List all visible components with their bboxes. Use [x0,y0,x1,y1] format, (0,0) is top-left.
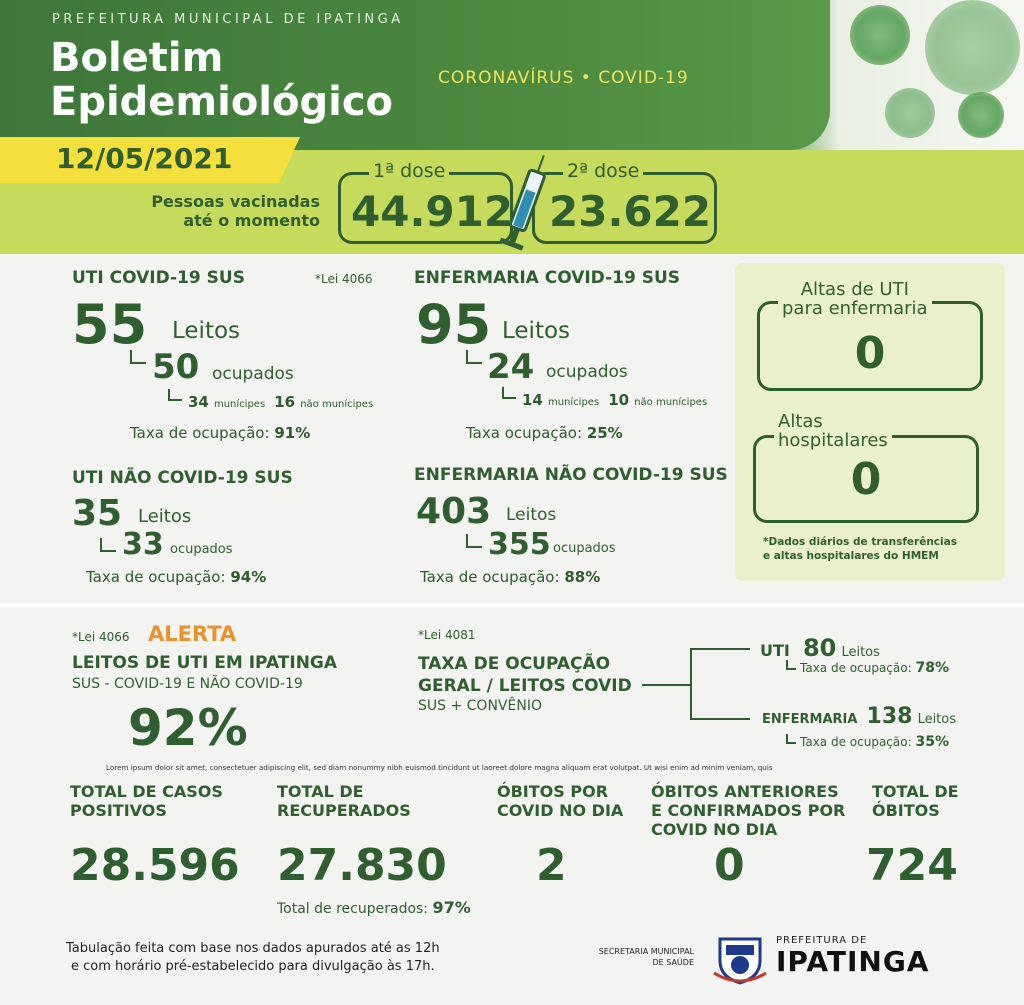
altas-uti-label-line: Altas de UTI [800,279,909,300]
leitos-label: Leitos [506,505,557,525]
nao-municipes-value: 10 [608,391,630,409]
leitos-label: Leitos [138,506,192,527]
alerta-title: LEITOS DE UTI EM IPATINGA [72,653,338,673]
virus-icon [885,88,935,138]
page-title: Epidemiológico [50,79,394,125]
alerta-subtitle: SUS - COVID-19 E NÃO COVID-19 [72,676,303,692]
taxa-geral-uti-taxa [800,660,949,676]
enf-covid-title: ENFERMARIA COVID-19 SUS [414,268,681,288]
obitos-dia-label-line: ÓBITOS POR [497,782,609,801]
footer-note-line: e com horário pré-estabelecido para divulgação às 17h. [70,959,435,974]
altas-uti-label-line: para enfermaria [782,298,928,319]
tree-connector [786,660,796,670]
virus-icon [925,0,1020,95]
total-obitos-label [872,782,959,820]
taxa-label: Taxa de ocupação: [130,424,270,442]
taxa-value: 35% [915,734,949,750]
taxa-label: Taxa de ocupação: [420,568,560,586]
uti-nao-covid-ocupados: 33 [122,527,164,562]
altas-panel [735,263,1005,581]
recuperados-pct [277,898,471,917]
taxa-label: Taxa ocupação: [466,424,583,442]
obitos-dia-value: 2 [536,840,567,891]
obitos-anteriores-label-line: E CONFIRMADOS POR [651,801,846,820]
uti-nao-covid-taxa [86,568,266,586]
obitos-dia-label [497,782,623,820]
municipes-label: munícipes [213,399,266,410]
enf-nao-covid-taxa [420,568,600,586]
uti-leitos-value: 80 [802,634,837,662]
total-obitos-label-line: ÓBITOS [872,801,940,820]
uti-label: UTI [760,641,790,660]
nao-municipes-label: não munícipes [634,397,708,408]
total-obitos-label-line: TOTAL DE [872,782,959,801]
municipes-label: munícipes [547,397,600,408]
obitos-anteriores-label-line: COVID NO DIA [651,820,778,839]
connector-line [642,684,692,686]
municipes-value: 14 [522,391,543,409]
tree-connector [466,350,482,364]
dose2-value: 23.622 [549,187,712,236]
footer-note-line: Tabulação feita com base nos dados apurados até as 12h [66,941,440,956]
recuperados-pct-label: Total de recuperados: [277,901,429,917]
altas-uti-value: 0 [854,328,886,379]
alerta-value: 92% [128,699,248,757]
taxa-label: Taxa de ocupação: [800,661,912,675]
recuperados-value: 27.830 [277,840,447,891]
taxa-geral-enf [762,704,956,729]
uti-covid-municipes [188,392,373,411]
taxa-value: 25% [586,424,623,442]
casos-label-line: POSITIVOS [70,801,167,820]
tree-connector [168,389,182,401]
obitos-anteriores-label [651,782,845,839]
dose1-label: 1ª dose [369,160,449,182]
section-divider [0,603,1024,607]
altas-note-line: *Dados diários de transferências [763,536,957,548]
dose1-value: 44.912 [351,187,514,236]
ocupados-label: ocupados [170,542,233,557]
dose2-label: 2ª dose [563,160,643,182]
ocupados-label: ocupados [553,541,616,556]
footer-note [66,940,440,976]
lei-note: *Lei 4066 [315,272,373,286]
obitos-anteriores-value: 0 [714,840,745,891]
uti-nao-covid-leitos: 35 [72,493,123,534]
uti-covid-title: UTI COVID-19 SUS [72,268,245,288]
municipes-value: 34 [188,393,209,411]
taxa-value: 91% [274,424,311,442]
uti-covid-taxa [130,424,310,442]
total-obitos-value: 724 [866,840,958,891]
tree-connector [786,734,796,744]
connector-line [690,648,692,720]
taxa-geral-uti [760,634,880,662]
altas-note [763,535,957,563]
leitos-label: Leitos [502,318,571,344]
enf-covid-municipes [522,390,707,409]
uti-covid-ocupados: 50 [152,347,200,387]
page-title: Boletim [50,35,224,81]
connector-line [690,718,750,720]
taxa-geral-title-line: TAXA DE OCUPAÇÃO [418,654,611,674]
altas-hosp-label [774,412,892,450]
altas-uti-box [757,279,983,391]
altas-uti-label [778,280,932,318]
taxa-geral-title [418,653,632,697]
bulletin-date: 12/05/2021 [56,142,233,175]
nao-municipes-label: não munícipes [300,399,374,410]
leitos-label: Leitos [172,318,241,344]
altas-hosp-label-line: Altas [778,411,823,432]
virus-icon [850,5,910,65]
casos-label-line: TOTAL DE CASOS [70,782,223,801]
enf-label: ENFERMARIA [762,712,858,727]
lei-note: *Lei 4081 [418,628,476,642]
casos-value: 28.596 [70,840,240,891]
uti-covid-leitos: 55 [72,293,148,356]
uti-leitos-label: Leitos [841,645,880,660]
obitos-anteriores-label-line: ÓBITOS ANTERIORES [651,782,839,801]
alerta-label: ALERTA [148,622,237,646]
enf-covid-leitos: 95 [416,293,492,356]
taxa-label: Taxa de ocupação: [800,735,912,749]
taxa-label: Taxa de ocupação: [86,568,226,586]
lorem-text: Lorem ipsum dolor sit amet, consectetuer adipiscing elit, sed diam nonummy nibh euismod tincidunt ut laoreet dolore magna aliquam erat volutpat. Ut wisi enim ad minim veniam, quis [106,763,773,772]
enf-nao-covid-ocupados: 355 [488,527,551,562]
taxa-geral-title-line: GERAL / LEITOS COVID [418,676,632,696]
taxa-geral-enf-taxa [800,734,949,750]
city-crest-icon [712,933,768,985]
taxa-value: 94% [230,568,267,586]
casos-label [70,782,223,820]
dose1-box [338,160,514,244]
tree-connector [100,538,116,552]
connector-line [690,648,750,650]
enf-nao-covid-leitos: 403 [416,491,492,532]
recuperados-label-line: TOTAL DE [277,782,364,801]
enf-leitos-value: 138 [866,704,913,729]
prefeitura-label: PREFEITURA MUNICIPAL DE IPATINGA [52,12,404,27]
altas-hosp-box [753,411,979,523]
secretaria-label-line: SECRETARIA MUNICIPAL [598,947,694,956]
uti-nao-covid-title: UTI NÃO COVID-19 SUS [72,468,293,488]
secretaria-label-line: DE SAÚDE [652,958,694,967]
nao-municipes-value: 16 [274,393,296,411]
enf-covid-taxa [466,424,623,442]
obitos-dia-label-line: COVID NO DIA [497,801,624,820]
vaccination-label [130,192,320,230]
taxa-geral-subtitle: SUS + CONVÊNIO [418,698,542,714]
altas-hosp-value: 0 [850,454,882,505]
tree-connector [466,534,482,548]
lei-note: *Lei 4066 [72,630,130,644]
vaccination-label-line: até o momento [183,211,320,230]
taxa-value: 88% [564,568,601,586]
ocupados-label: ocupados [546,362,628,382]
altas-hosp-label-line: hospitalares [778,430,888,451]
tree-connector [130,350,146,364]
ipatinga-logo: IPATINGA [776,945,930,978]
recuperados-label [277,782,411,820]
enf-covid-ocupados: 24 [487,347,535,387]
tree-connector [502,387,516,399]
logo-small-text: PREFEITURA DE [776,935,868,946]
vaccination-label-line: Pessoas vacinadas [151,192,320,211]
taxa-value: 78% [915,660,949,676]
recuperados-pct-value: 97% [432,898,471,917]
ocupados-label: ocupados [212,364,294,384]
virus-icon [958,92,1004,138]
enf-nao-covid-title: ENFERMARIA NÃO COVID-19 SUS [414,465,728,485]
secretaria-label [590,946,694,968]
dose2-box [532,160,717,244]
altas-note-line: e altas hospitalares do HMEM [763,550,939,562]
page-subtitle: CORONAVÍRUS • COVID-19 [438,68,689,88]
enf-leitos-label: Leitos [917,712,957,727]
recuperados-label-line: RECUPERADOS [277,801,411,820]
syringe-icon [495,150,555,265]
